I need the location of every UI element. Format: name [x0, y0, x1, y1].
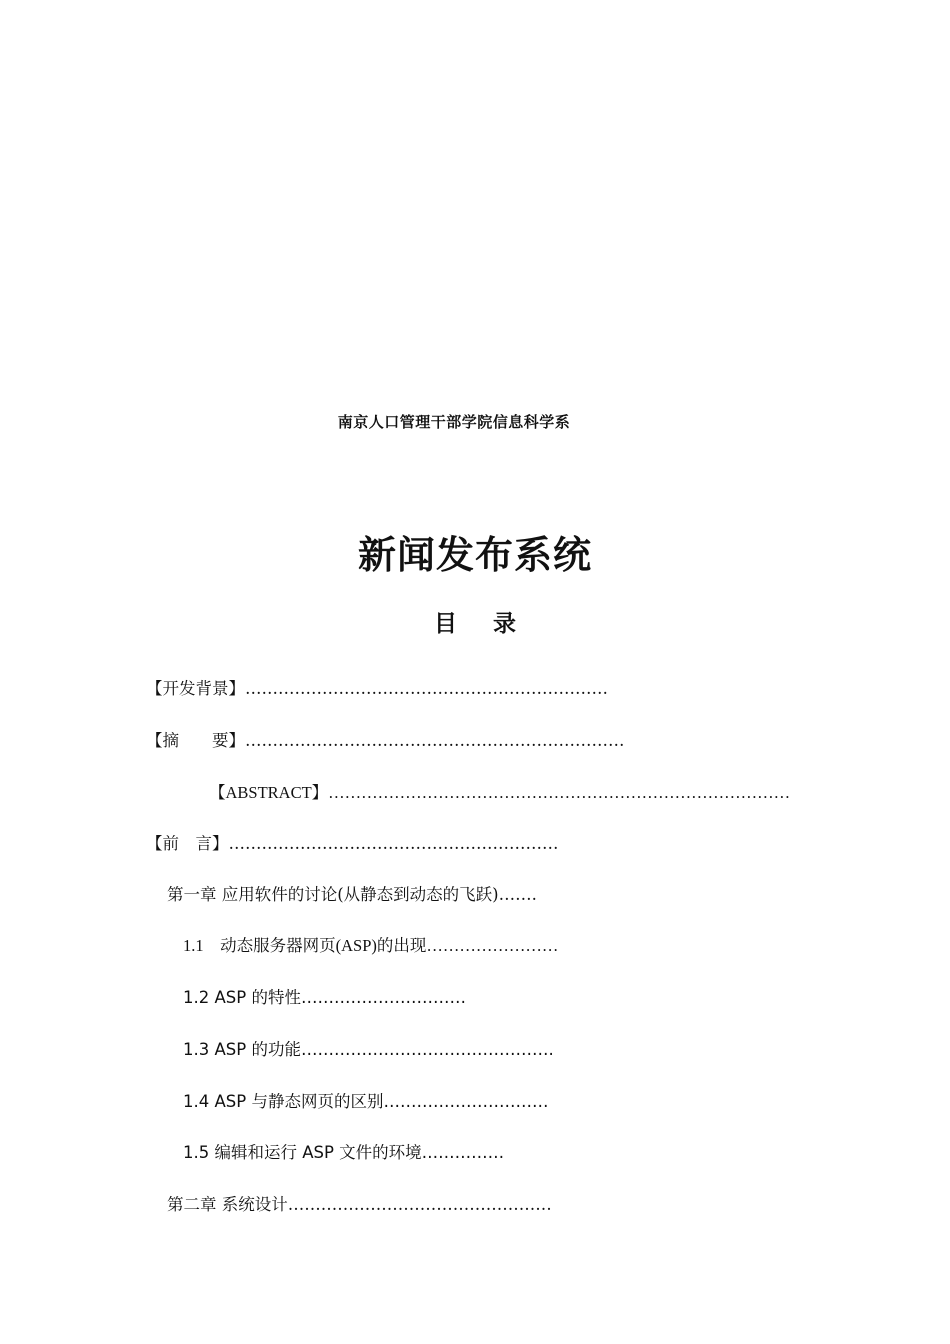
toc-entry-1-2: 1.2 ASP 的特性…………………………: [183, 988, 466, 1007]
toc-entry-chapter-2: 第二章 系统设计…………………………………………: [167, 1195, 552, 1214]
toc-entry-preface: 【前 言】……………………………………………………: [146, 834, 559, 853]
toc-entry-chapter-1: 第一章 应用软件的讨论(从静态到动态的飞跃)…….: [167, 885, 537, 904]
toc-entry-1-3: 1.3 ASP 的功能……………………………………….: [183, 1040, 554, 1059]
toc-entry-1-1: 1.1 动态服务器网页(ASP)的出现……………………: [183, 936, 559, 955]
document-title: 新闻发布系统: [357, 532, 592, 577]
toc-entry-background: 【开发背景】…………………………………………………………: [146, 679, 608, 698]
toc-entry-1-5: 1.5 编辑和运行 ASP 文件的环境……………: [183, 1143, 505, 1162]
toc-entry-abstract-en: 【ABSTRACT】…………………………………………………………………………: [209, 783, 791, 802]
toc-entry-1-4: 1.4 ASP 与静态网页的区别…………………………: [183, 1092, 549, 1111]
toc-entry-abstract-cn: 【摘 要】……………………………………………………………: [146, 731, 625, 750]
institution-name: 南京人口管理干部学院信息科学系: [337, 413, 571, 431]
toc-heading: 目 录: [433, 610, 530, 637]
